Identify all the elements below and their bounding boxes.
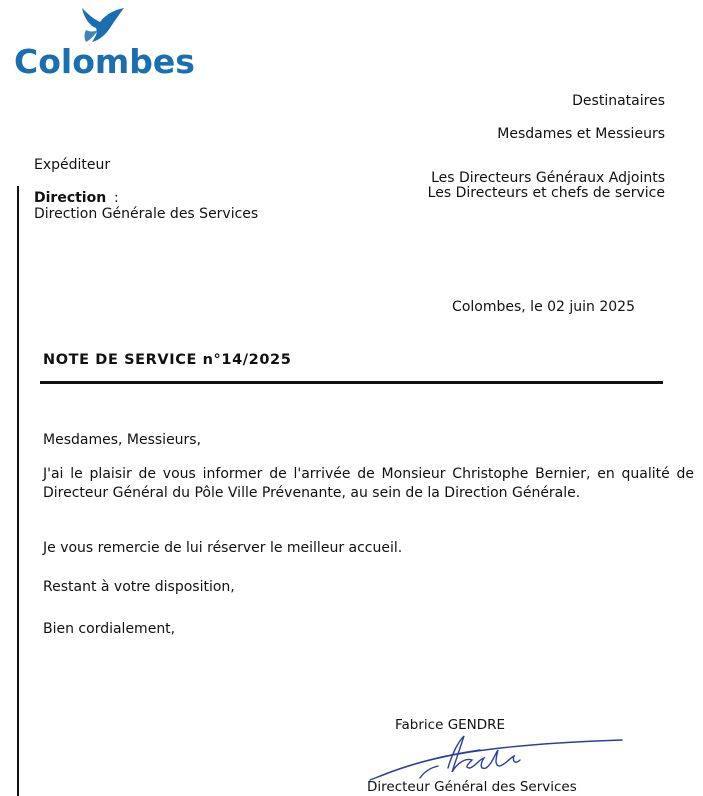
date-line: Colombes, le 02 juin 2025 bbox=[452, 299, 635, 315]
body-paragraph: J'ai le plaisir de vous informer de l'arrivée de Monsieur Christophe Bernier, en qualité de Directeur Général du Pôle Ville Prévenante, au sein de la Direction Générale. bbox=[43, 466, 694, 501]
direction-label: Direction bbox=[34, 190, 107, 206]
signer-name: Fabrice GENDRE bbox=[395, 717, 506, 733]
title-divider bbox=[40, 381, 663, 384]
closing-line: Bien cordialement, bbox=[43, 621, 176, 637]
margin-rule bbox=[17, 186, 19, 796]
body-paragraph: Restant à votre disposition, bbox=[43, 579, 235, 595]
note-title: NOTE DE SERVICE n°14/2025 bbox=[43, 352, 292, 368]
sender-label: Expéditeur bbox=[34, 157, 111, 173]
recipients-label: Destinataires bbox=[572, 93, 665, 109]
body-paragraph: Je vous remercie de lui réserver le meilleur accueil. bbox=[43, 540, 403, 556]
direction-value: Direction Générale des Services bbox=[34, 206, 259, 222]
dove-icon bbox=[82, 8, 124, 42]
salutation: Mesdames, Messieurs, bbox=[43, 432, 202, 448]
logo-wordmark: Colombes bbox=[14, 42, 195, 81]
signer-role: Directeur Général des Services bbox=[367, 779, 577, 795]
recipient-line: Les Directeurs et chefs de service bbox=[427, 185, 665, 201]
recipient-line: Mesdames et Messieurs bbox=[497, 126, 665, 142]
direction-colon: : bbox=[114, 190, 119, 206]
recipient-line: Les Directeurs Généraux Adjoints bbox=[431, 170, 665, 186]
